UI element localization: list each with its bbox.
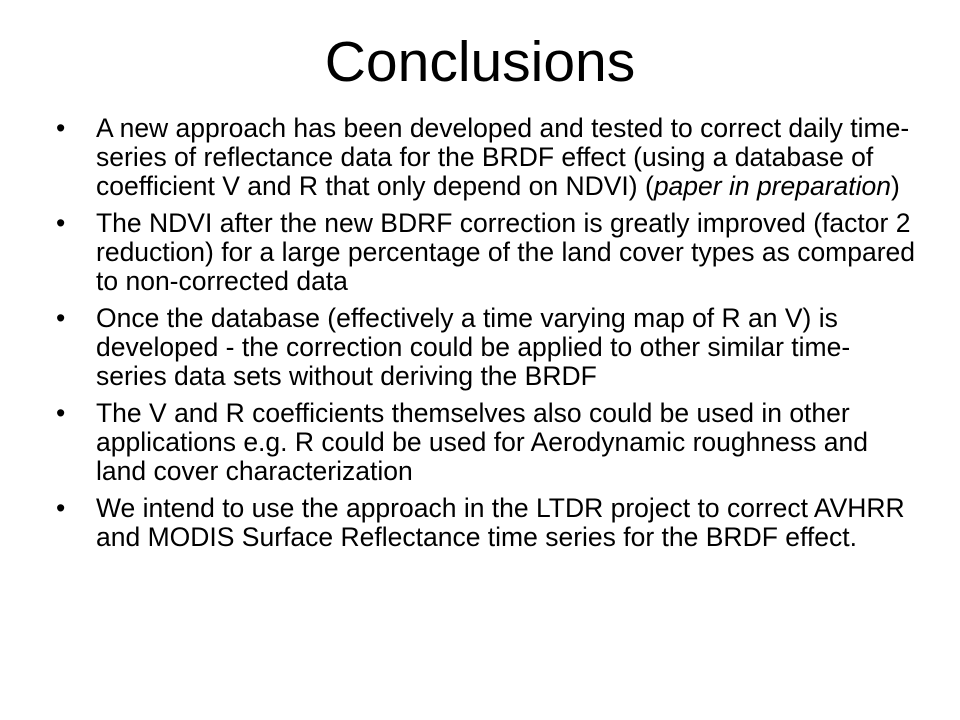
bullet-point-icon: • xyxy=(56,493,66,523)
bullet-text: Once the database (effectively a time varying map of R an V) is developed - the correction could be applied to other similar time-series data sets without deriving the BRDF xyxy=(96,303,851,391)
bullet-item xyxy=(56,494,916,552)
bullet-text-italic: paper in preparation xyxy=(653,171,892,201)
bullet-item xyxy=(56,209,916,296)
bullet-point-icon: • xyxy=(56,398,66,428)
bullet-text: The V and R coefficients themselves also could be used in other applications e.g. R could be used for Aerodynamic roughness and land cover characterization xyxy=(96,398,868,486)
bullet-point-icon: • xyxy=(56,208,66,238)
bullet-list xyxy=(56,114,916,560)
bullet-item xyxy=(56,304,916,391)
bullet-text: We intend to use the approach in the LTDR project to correct AVHRR and MODIS Surface Reflectance time series for the BRDF effect. xyxy=(96,493,905,552)
bullet-item xyxy=(56,399,916,486)
bullet-text xyxy=(96,113,909,201)
bullet-text-part: ) xyxy=(891,171,900,201)
bullet-point-icon: • xyxy=(56,113,66,143)
slide-title: Conclusions xyxy=(324,30,636,94)
bullet-text: The NDVI after the new BDRF correction is greatly improved (factor 2 reduction) for a large percentage of the land cover types as compared to non-corrected data xyxy=(96,208,916,296)
bullet-text-part: A new approach has been developed and tested to correct daily time-series of reflectance data for the BRDF effect (using a database of coefficient V and R that only depend on NDVI) ( xyxy=(96,113,910,201)
bullet-item xyxy=(56,114,916,201)
bullet-point-icon: • xyxy=(56,303,66,333)
